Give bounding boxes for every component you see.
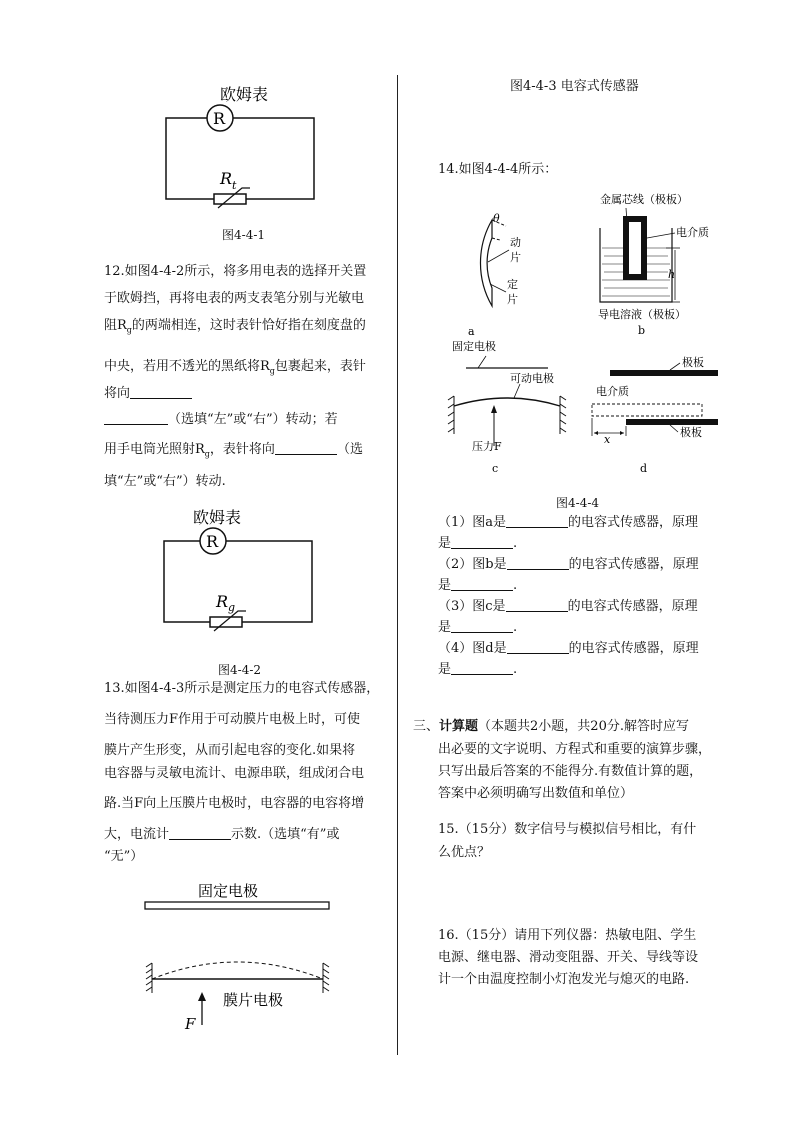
q13-line: 膜片产生形变，从而引起电容的变化.如果将 bbox=[104, 743, 356, 758]
q16-line: 16.（15分）请用下列仪器：热敏电阻、学生 bbox=[438, 928, 697, 943]
q12-text: （选 bbox=[336, 442, 363, 457]
figure-caption: 图4-4-2 bbox=[218, 663, 262, 677]
photoresistor bbox=[210, 617, 242, 627]
q12-text: 中央，若用不透光的黑纸将R bbox=[104, 359, 270, 374]
q14-item bbox=[438, 513, 698, 533]
q12-line: 12.如图4-4-2所示，将多用电表的选择开关置 bbox=[104, 264, 367, 279]
column-divider bbox=[397, 75, 398, 1055]
membrane-label: 膜片电极 bbox=[223, 991, 284, 1009]
q15-line: 么优点？ bbox=[438, 845, 491, 860]
q14-text: 的电容式传感器，原理 bbox=[567, 599, 698, 614]
sub-label: b bbox=[638, 324, 646, 337]
section-text: （本题共2小题，共20分.解答时应写 bbox=[478, 719, 689, 734]
thermistor-subscript: t bbox=[232, 179, 237, 192]
ohmmeter-r: R bbox=[206, 532, 219, 551]
q13-line bbox=[104, 825, 339, 845]
q14-intro: 14.如图4-4-4所示： bbox=[438, 162, 558, 177]
q14-item bbox=[438, 660, 517, 680]
figure-caption: 图4-4-3 电容式传感器 bbox=[510, 79, 639, 94]
section-number: 三、 bbox=[413, 719, 440, 734]
q12-line bbox=[104, 357, 366, 382]
q12-text: 将向 bbox=[104, 386, 131, 401]
force-label: 压力F bbox=[472, 440, 502, 453]
dielectric-label: 电介质 bbox=[676, 226, 709, 239]
q14-text: 是 bbox=[438, 662, 452, 677]
height-label: h bbox=[668, 268, 676, 281]
q16-line: 计一个由温度控制小灯泡发光与熄灭的电路. bbox=[438, 972, 690, 987]
q14-text: （3）图c是 bbox=[438, 599, 506, 614]
fixed-electrode bbox=[145, 902, 329, 909]
sub-label: c bbox=[492, 462, 499, 475]
q12-line bbox=[104, 316, 366, 341]
answer-blank[interactable] bbox=[169, 825, 231, 840]
q12-line: 于欧姆挡，再将电表的两支表笔分别与光敏电 bbox=[104, 291, 365, 306]
figure-4-4-2 bbox=[148, 505, 338, 655]
plate-label: 极板 bbox=[682, 356, 704, 369]
fixed-plate-label: 定 bbox=[507, 278, 518, 291]
answer-blank[interactable] bbox=[451, 576, 513, 591]
q12-text: 阻R bbox=[104, 318, 127, 333]
thermistor-label: R bbox=[220, 169, 233, 188]
section-line: 答案中必须明确写出数值和单位） bbox=[438, 786, 634, 801]
q14-item bbox=[438, 576, 517, 596]
q16-line: 电源、继电器、滑动变阻器、开关、导线等设 bbox=[438, 950, 699, 965]
ohmmeter-label: 欧姆表 bbox=[220, 85, 269, 104]
figure-4-4-1 bbox=[150, 80, 340, 250]
q14-text: 是 bbox=[438, 536, 452, 551]
q12-sub: g bbox=[204, 449, 210, 459]
ohmmeter-r: R bbox=[213, 109, 226, 128]
answer-blank[interactable] bbox=[507, 555, 569, 570]
plate-label: 极板 bbox=[680, 426, 702, 439]
q14-item bbox=[438, 597, 698, 617]
answer-blank[interactable] bbox=[130, 384, 192, 399]
photoresistor-label: R bbox=[216, 592, 229, 611]
section-heading: 计算题 bbox=[439, 719, 479, 734]
q12-text: （选填“左”或“右”）转动；若 bbox=[168, 412, 338, 427]
force-label: F bbox=[185, 1015, 196, 1033]
fixed-electrode-label: 固定电极 bbox=[452, 340, 496, 353]
solution-label: 导电溶液（极板） bbox=[598, 308, 686, 321]
moving-plate-label: 片 bbox=[510, 251, 521, 264]
q13-line: 13.如图4-4-3所示是测定压力的电容式传感器， bbox=[104, 681, 380, 696]
figure-4-4-3 bbox=[135, 875, 345, 1035]
core-label: 金属芯线（极板） bbox=[600, 193, 688, 206]
sub-label: a bbox=[468, 325, 475, 338]
q14-text: （2）图b是 bbox=[438, 557, 507, 572]
q12-text: 包裹起来，表针 bbox=[274, 359, 366, 374]
q12-text: ，表针将向 bbox=[209, 442, 275, 457]
moving-electrode-label: 可动电极 bbox=[510, 372, 554, 385]
answer-blank[interactable] bbox=[275, 440, 337, 455]
q14-text: . bbox=[513, 578, 518, 593]
fixed-electrode-label: 固定电极 bbox=[198, 882, 259, 900]
q14-text: 的电容式传感器，原理 bbox=[568, 641, 699, 656]
q12-text: 用手电筒光照射R bbox=[104, 442, 205, 457]
figure-a bbox=[468, 212, 521, 338]
q12-line bbox=[104, 410, 338, 430]
q14-item bbox=[438, 618, 517, 638]
q12-line: 填“左”或“右”）转动. bbox=[104, 474, 226, 489]
answer-blank[interactable] bbox=[451, 660, 513, 675]
dielectric-label: 电介质 bbox=[596, 385, 629, 398]
ohmmeter-label: 欧姆表 bbox=[193, 508, 242, 527]
q14-text: . bbox=[513, 662, 518, 677]
answer-blank[interactable] bbox=[507, 639, 569, 654]
q14-text: . bbox=[513, 620, 518, 635]
answer-blank[interactable] bbox=[506, 597, 568, 612]
x-label: x bbox=[604, 433, 611, 446]
q13-line: 当待测压力F作用于可动膜片电极上时，可使 bbox=[104, 712, 361, 727]
q13-line: 电容器与灵敏电流计、电源串联，组成闭合电 bbox=[104, 766, 365, 781]
fixed-plate-label: 片 bbox=[507, 293, 518, 306]
figure-d bbox=[592, 355, 718, 475]
sub-label: d bbox=[640, 462, 648, 475]
q14-text: 的电容式传感器，原理 bbox=[568, 515, 699, 530]
q12-sub: g bbox=[126, 325, 132, 335]
q13-text: 大，电流计 bbox=[104, 827, 170, 842]
q14-text: （4）图d是 bbox=[438, 641, 507, 656]
figure-4-4-4 bbox=[430, 188, 730, 478]
theta-label: θ bbox=[493, 212, 500, 225]
thermistor bbox=[214, 194, 246, 204]
q12-sub: g bbox=[269, 366, 275, 376]
answer-blank[interactable] bbox=[506, 513, 568, 528]
q14-text: （1）图a是 bbox=[438, 515, 507, 530]
q14-text: . bbox=[513, 536, 518, 551]
q12-text: 的两端相连，这时表针恰好指在刻度盘的 bbox=[131, 318, 366, 333]
q14-item bbox=[438, 534, 517, 554]
figure-b bbox=[598, 192, 709, 337]
q14-text: 是 bbox=[438, 578, 452, 593]
figure-caption: 图4-4-1 bbox=[222, 228, 266, 242]
q13-line: “无”） bbox=[104, 849, 144, 864]
answer-blank[interactable] bbox=[104, 410, 168, 425]
q13-text: 示数.（选填“有”或 bbox=[231, 827, 340, 842]
q12-line bbox=[104, 384, 192, 404]
section-line: 出必要的文字说明、方程式和重要的演算步骤， bbox=[438, 742, 712, 757]
q14-item bbox=[438, 555, 699, 575]
q12-line bbox=[104, 440, 363, 465]
q14-text: 是 bbox=[438, 620, 452, 635]
answer-blank[interactable] bbox=[451, 618, 513, 633]
q14-item bbox=[438, 639, 699, 659]
photoresistor-subscript: g bbox=[228, 601, 236, 614]
moving-plate-label: 动 bbox=[510, 236, 521, 249]
figure-caption: 图4-4-4 bbox=[556, 496, 600, 510]
q13-line: 路.当F向上压膜片电极时，电容器的电容将增 bbox=[104, 796, 365, 811]
q15-line: 15.（15分）数字信号与模拟信号相比，有什 bbox=[438, 822, 697, 837]
answer-blank[interactable] bbox=[451, 534, 513, 549]
figure-c bbox=[448, 339, 566, 475]
section-title bbox=[413, 717, 689, 737]
q14-text: 的电容式传感器，原理 bbox=[568, 557, 699, 572]
section-line: 只写出最后答案的不能得分.有数值计算的题， bbox=[438, 764, 703, 779]
